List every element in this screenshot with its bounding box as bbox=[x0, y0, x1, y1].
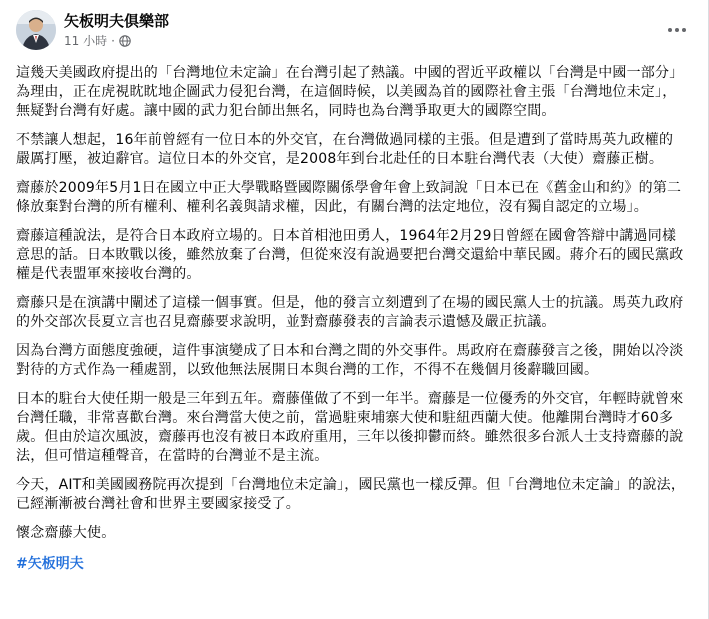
profile-photo-icon bbox=[16, 10, 56, 50]
post-meta bbox=[64, 33, 169, 49]
avatar[interactable] bbox=[16, 10, 56, 50]
post-paragraph: 齋藤只是在演講中闡述了這樣一個事實。但是，他的發言立刻遭到了在場的國民黨人士的抗議。馬英九政府的外交部次長夏立言也召見齋藤要求說明，並對齋藤發表的言論表示遺憾及嚴正抗議。 bbox=[16, 295, 684, 330]
post-paragraph: 今天，AIT和美國國務院再次提到「台灣地位未定論」，國民黨也一樣反彈。但「台灣地位未定論」的說法，已經漸漸被台灣社會和世界主要國家接受了。 bbox=[16, 477, 686, 512]
post-paragraph: 這幾天美國政府提出的「台灣地位未定論」在台灣引起了熱議。中國的習近平政權以「台灣是中國一部分」為理由，正在虎視眈眈地企圖武力侵犯台灣，在這個時候，以美國為首的國際社會主張「台灣地位未定」，無疑對台灣有好處。讓中國的武力犯台師出無名，同時也為台灣爭取更大的國際空間。 bbox=[16, 65, 684, 119]
post-paragraph: 齋藤於2009年5月1日在國立中正大學戰略暨國際關係學會年會上致詞說「日本已在《舊金山和約》的第二條放棄對台灣的所有權利、權利名義與請求權，因此，有關台灣的法定地位，沒有獨自認定的立場」。 bbox=[16, 180, 682, 215]
hashtag-link[interactable]: #矢板明夫 bbox=[16, 556, 84, 572]
author-block bbox=[64, 12, 169, 49]
meta-separator: · bbox=[111, 34, 115, 48]
post-paragraph: 日本的駐台大使任期一般是三年到五年。齋藤僅做了不到一年半。齋藤是一位優秀的外交官，年輕時就曾來台灣任職，非常喜歡台灣。來台灣當大使之前，當過駐柬埔寨大使和駐紐西蘭大使。他離開台灣時才60多歲。但由於這次風波，齋藤再也沒有被日本政府重用，三年以後抑鬱而終。雖然很多台派人士支持齋藤的說法，但可惜這種聲音，在當時的台灣並不是主流。 bbox=[16, 391, 684, 464]
more-options-button[interactable] bbox=[661, 14, 693, 46]
post-timestamp[interactable]: 11 小時 bbox=[64, 34, 108, 48]
post-header bbox=[16, 10, 693, 54]
post-paragraph: 懷念齋藤大使。 bbox=[16, 525, 116, 541]
more-horizontal-icon bbox=[667, 27, 687, 33]
post-paragraph: 齋藤這種說法，是符合日本政府立場的。日本首相池田勇人，1964年2月29日曾經在國會答辯中講過同樣意思的話。日本敗戰以後，雖然放棄了台灣，但從來沒有說過要把台灣交還給中華民國。蔣介石的國民黨政權是代表盟軍來接收台灣的。 bbox=[16, 228, 684, 282]
post-paragraph: 不禁讓人想起，16年前曾經有一位日本的外交官，在台灣做過同樣的主張。但是遭到了當時馬英九政權的嚴厲打壓，被迫辭官。這位日本的外交官，是2008年到台北赴任的日本駐台灣代表（大使）齋藤正樹。 bbox=[16, 132, 674, 167]
post-body bbox=[16, 64, 686, 574]
post-paragraph: 因為台灣方面態度強硬，這件事演變成了日本和台灣之間的外交事件。馬政府在齋藤發言之後，開始以冷淡對待的方式作為一種處罰，以致他無法展開日本與台灣的工作，不得不在幾個月後辭職回國。 bbox=[16, 343, 684, 378]
author-name[interactable]: 矢板明夫俱樂部 bbox=[64, 12, 170, 30]
globe-icon[interactable] bbox=[119, 35, 131, 47]
